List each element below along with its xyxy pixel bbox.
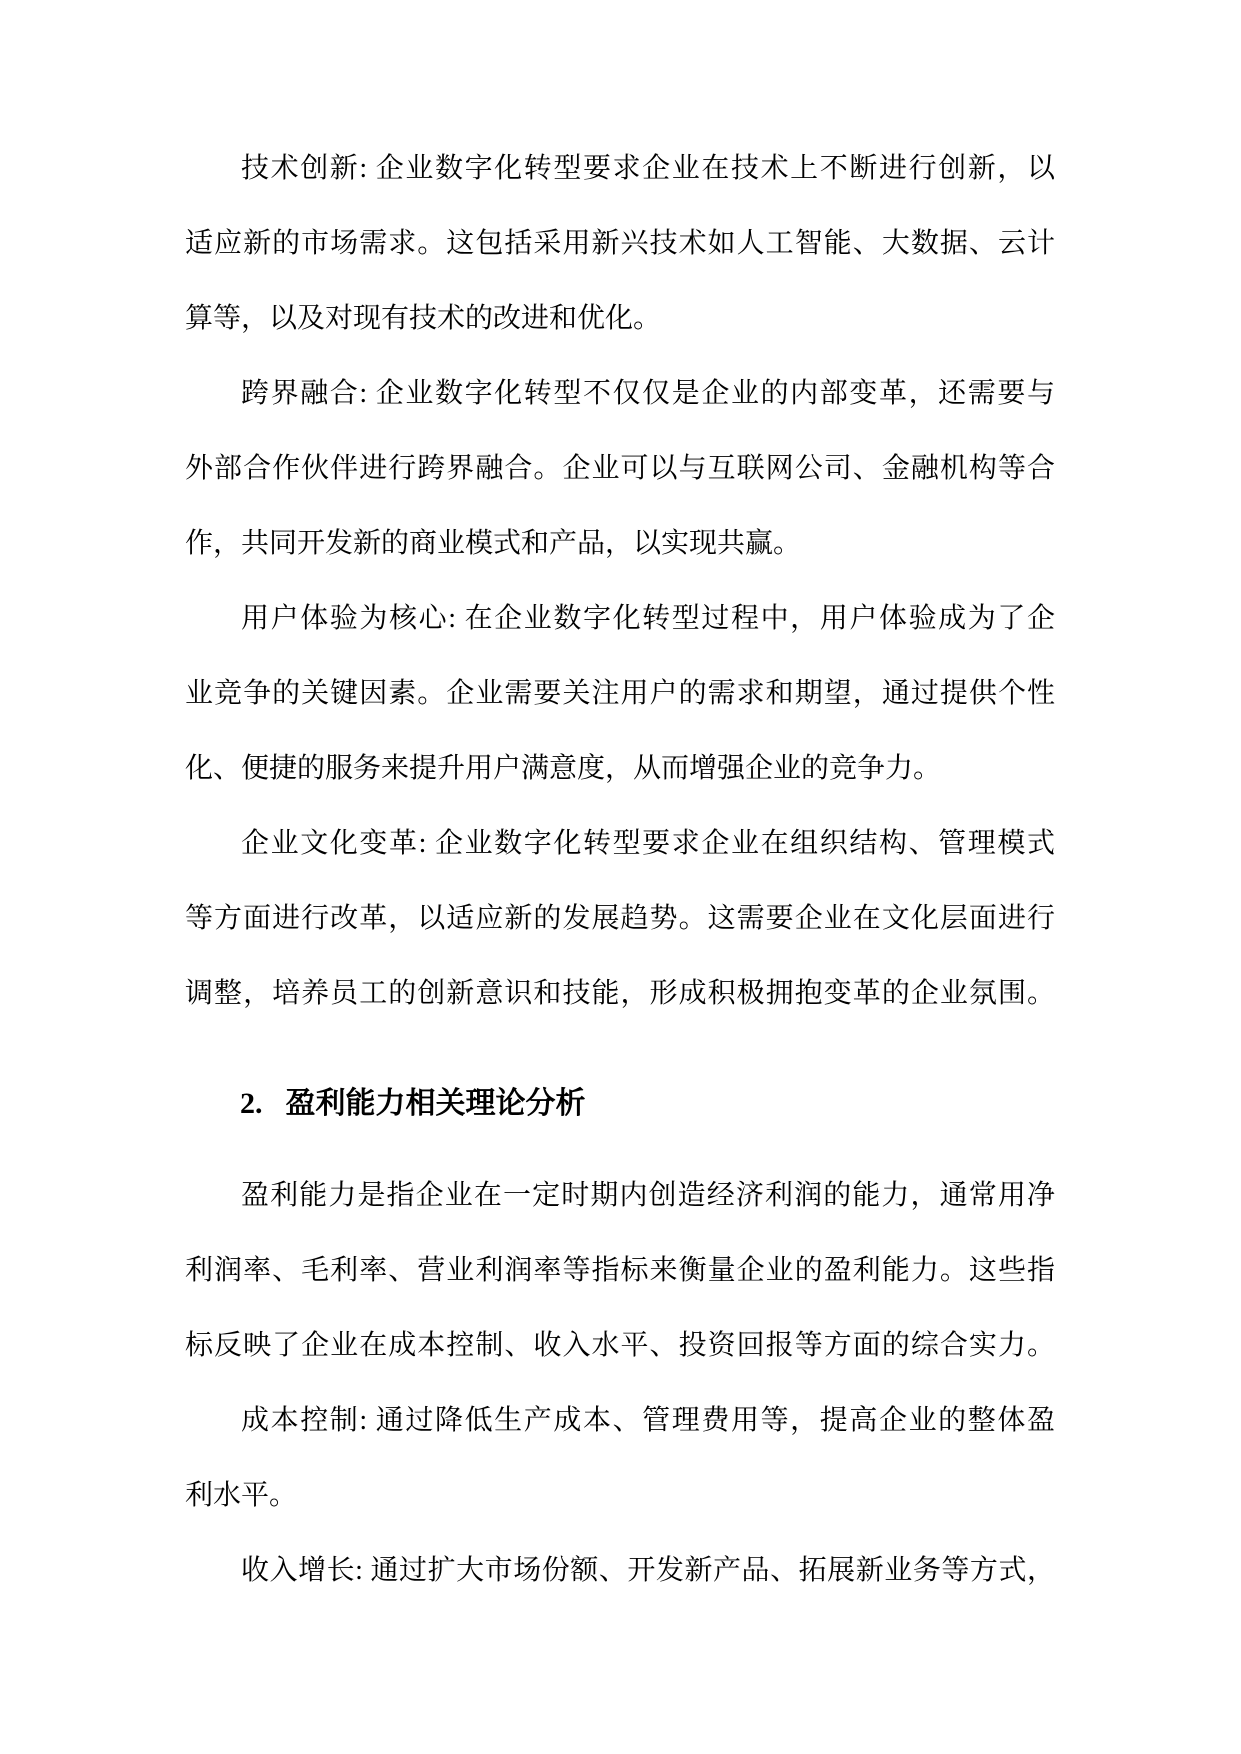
paragraph bbox=[185, 581, 1055, 806]
paragraph-line: 盈利能力是指企业在一定时期内创造经济利润的能力，通常用净 bbox=[241, 1180, 1055, 1211]
paragraph-line: 业竞争的关键因素。企业需要关注用户的需求和期望，通过提供个性 bbox=[185, 678, 1055, 709]
paragraph-line: 等方面进行改革，以适应新的发展趋势。这需要企业在文化层面进行 bbox=[185, 903, 1055, 934]
document-content bbox=[185, 131, 1055, 1608]
paragraph-line: 适应新的市场需求。这包括采用新兴技术如人工智能、大数据、云计 bbox=[185, 228, 1055, 259]
paragraph-line: 利润率、毛利率、营业利润率等指标来衡量企业的盈利能力。这些指 bbox=[185, 1255, 1055, 1286]
paragraph-line: 成本控制: 通过降低生产成本、管理费用等，提高企业的整体盈 bbox=[241, 1405, 1055, 1436]
section-number: 2. bbox=[240, 1087, 263, 1120]
paragraph bbox=[185, 356, 1055, 581]
section-title: 盈利能力相关理论分析 bbox=[285, 1087, 586, 1120]
paragraph bbox=[185, 806, 1055, 1031]
paragraph-line: 跨界融合: 企业数字化转型不仅仅是企业的内部变革，还需要与 bbox=[241, 378, 1055, 409]
paragraph-line: 化、便捷的服务来提升用户满意度，从而增强企业的竞争力。 bbox=[185, 753, 942, 784]
paragraph bbox=[185, 1383, 1055, 1533]
paragraph-line: 收入增长: 通过扩大市场份额、开发新产品、拓展新业务等方式， bbox=[241, 1555, 1055, 1586]
paragraph-line: 算等，以及对现有技术的改进和优化。 bbox=[185, 303, 662, 334]
paragraph bbox=[185, 1533, 1055, 1608]
paragraph bbox=[185, 131, 1055, 356]
paragraph-line: 外部合作伙伴进行跨界融合。企业可以与互联网公司、金融机构等合 bbox=[185, 453, 1055, 484]
paragraph bbox=[185, 1158, 1055, 1383]
paragraph-line: 企业文化变革: 企业数字化转型要求企业在组织结构、管理模式 bbox=[241, 828, 1055, 859]
paragraph-line: 技术创新: 企业数字化转型要求企业在技术上不断进行创新，以 bbox=[241, 153, 1055, 184]
paragraph-line: 调整，培养员工的创新意识和技能，形成积极拥抱变革的企业氛围。 bbox=[185, 978, 1055, 1009]
paragraph-line: 标反映了企业在成本控制、收入水平、投资回报等方面的综合实力。 bbox=[185, 1330, 1055, 1361]
paragraph-line: 利水平。 bbox=[185, 1480, 298, 1511]
paragraph-line: 作，共同开发新的商业模式和产品，以实现共赢。 bbox=[185, 528, 802, 559]
paragraph-line: 用户体验为核心: 在企业数字化转型过程中，用户体验成为了企 bbox=[241, 603, 1055, 634]
section-heading bbox=[240, 1073, 1055, 1135]
